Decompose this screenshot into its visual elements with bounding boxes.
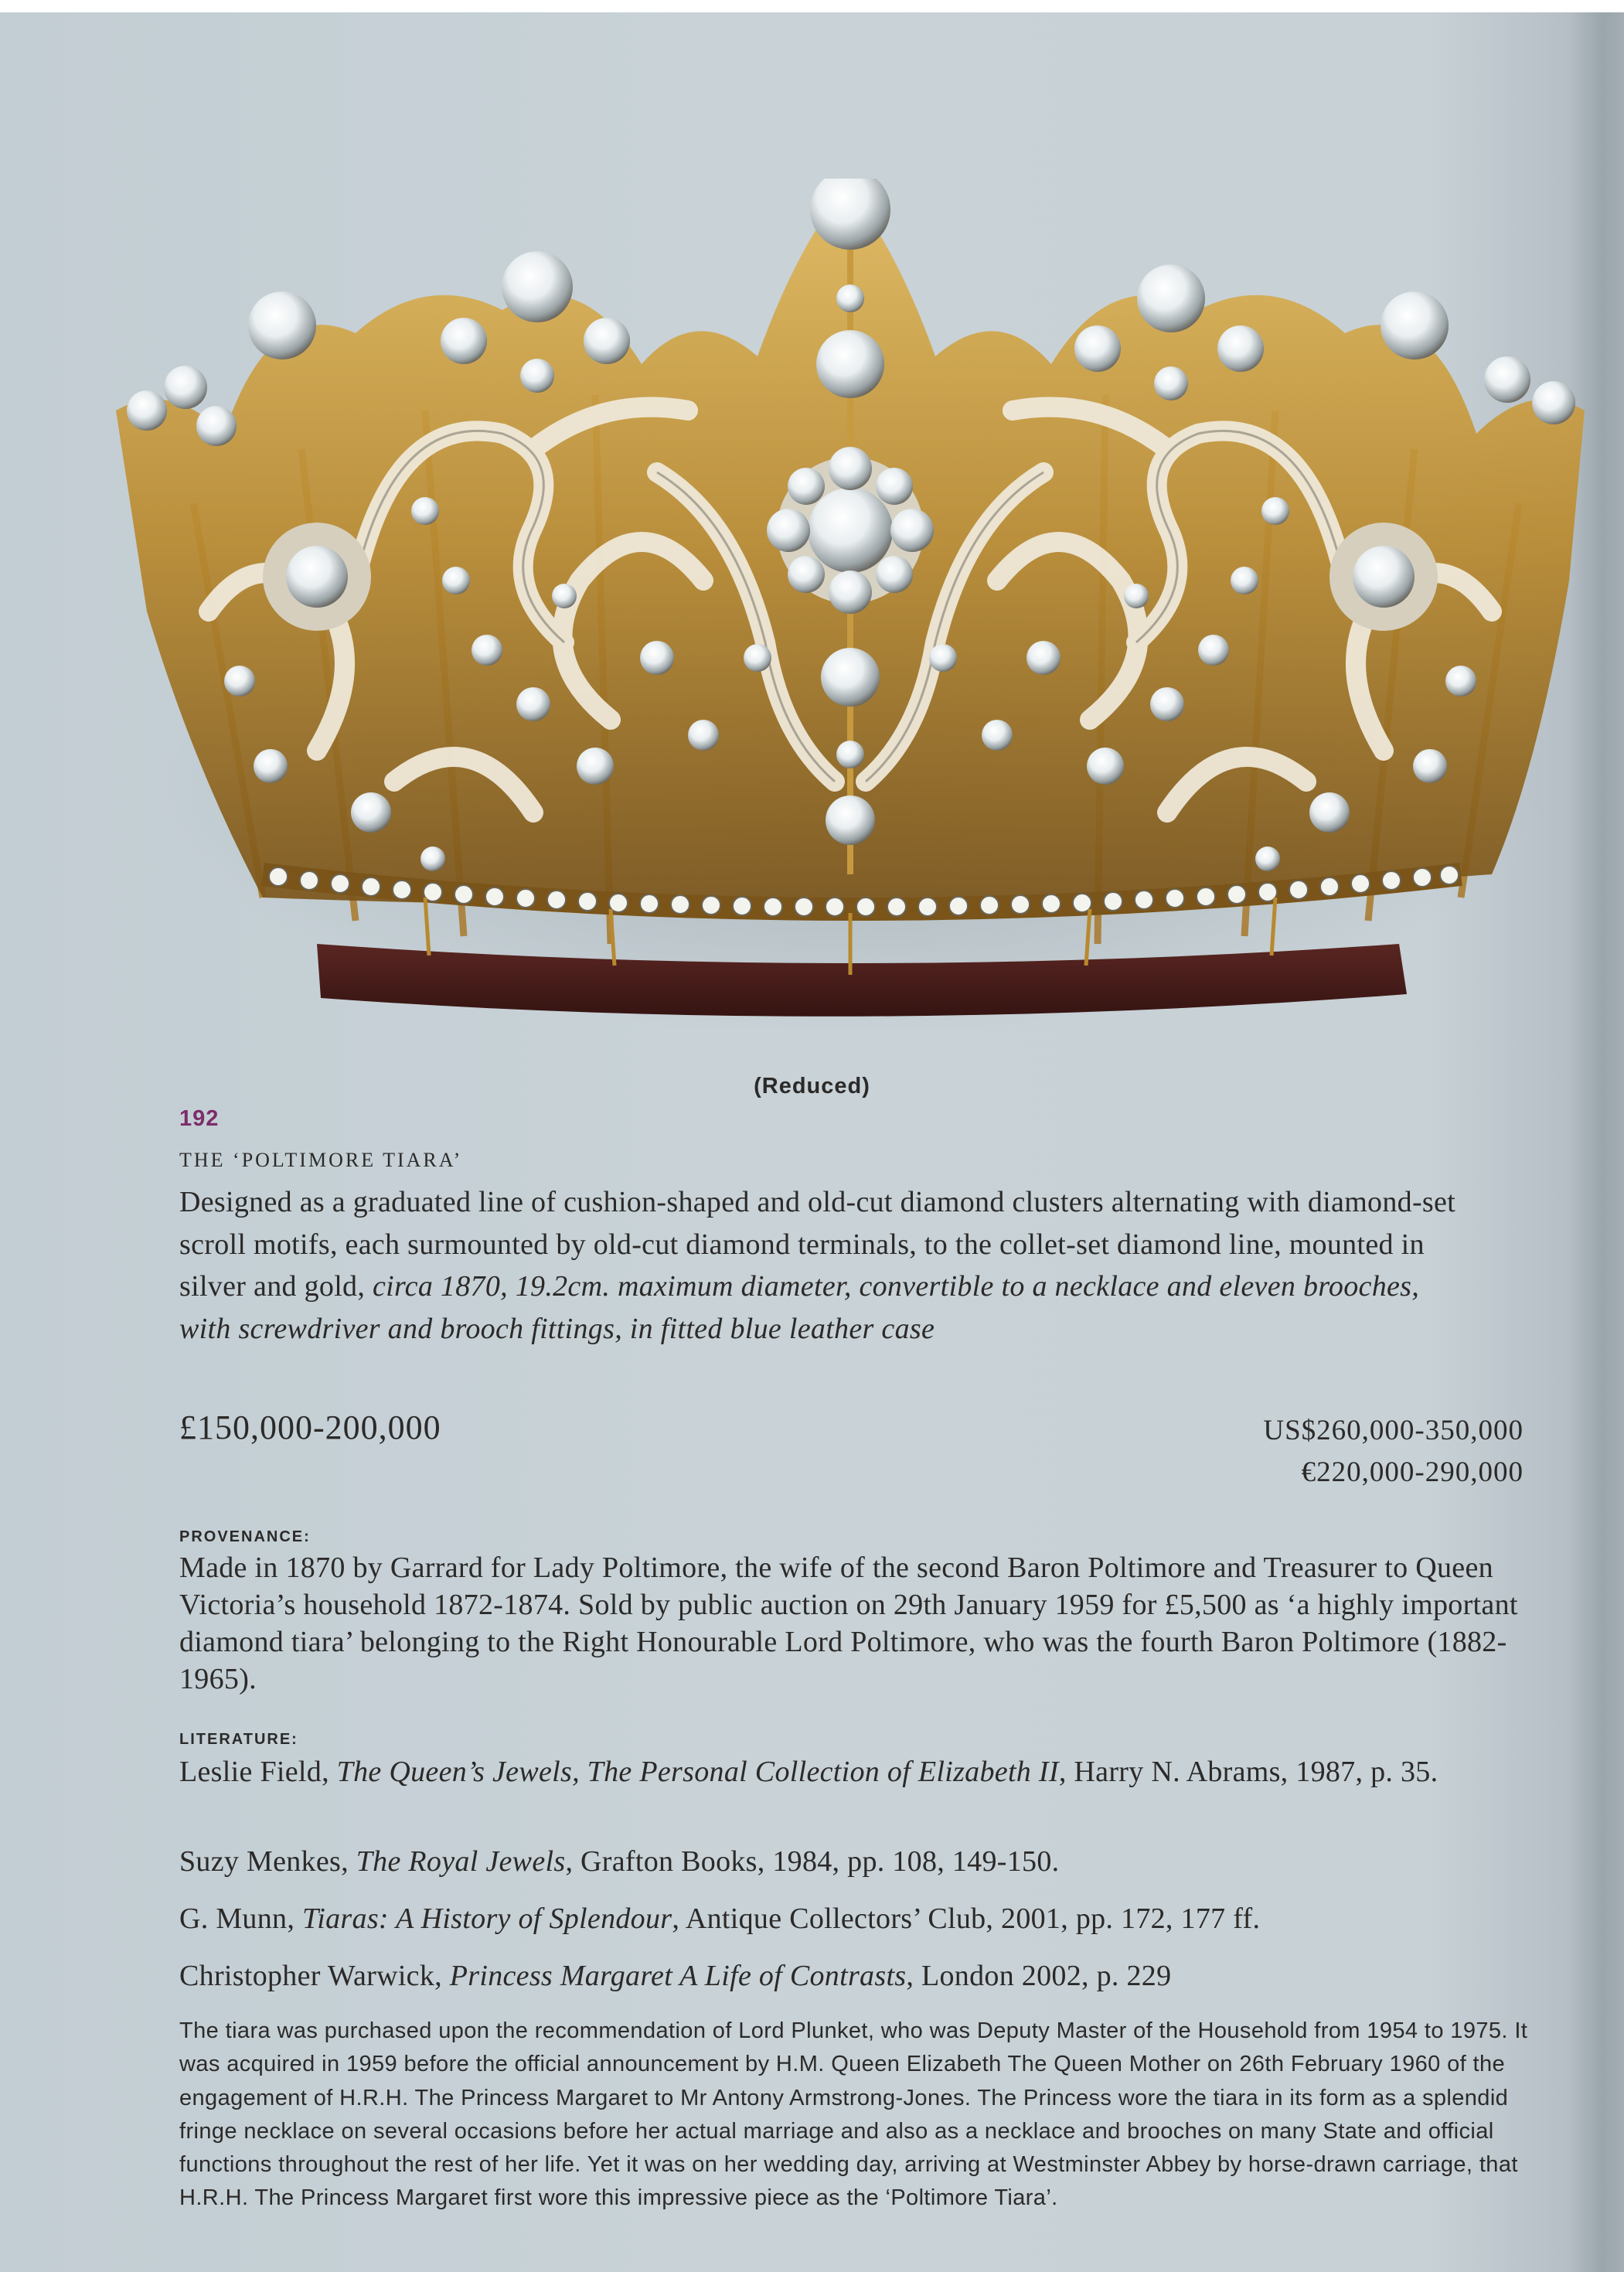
- image-caption: (Reduced): [754, 1074, 870, 1099]
- lot-number: 192: [179, 1106, 220, 1131]
- literature-details: , Antique Collectors’ Club, 2001, pp. 172, 177 ff.: [672, 1902, 1261, 1935]
- literature-entry: [179, 1900, 1540, 1937]
- literature-work: Tiaras: A History of Splendour: [301, 1902, 672, 1935]
- literature-entry: [179, 1753, 1540, 1790]
- estimate-eur: €220,000-290,000: [1301, 1456, 1524, 1488]
- lot-description: [179, 1181, 1478, 1350]
- literature-details: , London 2002, p. 229: [906, 1960, 1172, 1992]
- literature-author: G. Munn,: [179, 1902, 302, 1935]
- literature-author: Leslie Field,: [179, 1756, 337, 1788]
- literature-work: The Queen’s Jewels, The Personal Collection of Elizabeth II: [336, 1756, 1059, 1788]
- provenance-label: PROVENANCE:: [179, 1528, 311, 1545]
- literature-author: Suzy Menkes,: [179, 1845, 356, 1878]
- description-italic-text: circa 1870, 19.2cm. maximum diameter, convertible to a necklace and eleven brooches, with screwdriver and brooch fittings, in fitted blue leather case: [179, 1270, 1420, 1345]
- description-text: Designed as a graduated line of cushion-shaped and old-cut diamond clusters alternating with diamond-set scroll motifs, each surmounted by old-cut diamond terminals, to the collet-set diamond line, mounted in silver and gold,: [179, 1186, 1456, 1303]
- literature-details: , Grafton Books, 1984, pp. 108, 149-150.: [565, 1845, 1060, 1878]
- lot-note: The tiara was purchased upon the recommendation of Lord Plunket, who was Deputy Master of the Household from 1954 to 1975. It was acquired in 1959 before the official announcement by H.M. Queen Elizabeth The Queen Mother on 26th February 1960 of the engagement of H.R.H. The Princess Margaret to Mr Antony Armstrong-Jones. The Princess wore the tiara in its form as a splendid fringe necklace on several occasions before her actual marriage and also as a necklace and brooches on many State and official functions throughout the rest of her life. Yet it was on her wedding day, arriving at Westminster Abbey by horse-drawn carriage, that H.R.H. The Princess Margaret first wore this impressive piece as the ‘Poltimore Tiara’.: [179, 2018, 1528, 2211]
- literature-work: The Royal Jewels: [356, 1845, 566, 1878]
- literature-label: LITERATURE:: [179, 1731, 298, 1748]
- literature-entry: [179, 1957, 1540, 1994]
- estimate-gbp: £150,000-200,000: [179, 1409, 441, 1446]
- lot-title: THE ‘POLTIMORE TIARA’: [179, 1149, 463, 1171]
- literature-details: , Harry N. Abrams, 1987, p. 35.: [1058, 1756, 1438, 1788]
- provenance-text: Made in 1870 by Garrard for Lady Poltimore, the wife of the second Baron Poltimore and Treasurer to Queen Victoria’s household 1872-1874. Sold by public auction on 29th January 1959 for £5,500 as ‘a highly important diamond tiara’ belonging to the Right Honourable Lord Poltimore, who was the fourth Baron Poltimore (1882-1965).: [179, 1552, 1518, 1695]
- tiara-photograph: [100, 179, 1600, 1029]
- literature-entry: [179, 1843, 1540, 1880]
- literature-author: Christopher Warwick,: [179, 1960, 450, 1992]
- literature-work: Princess Margaret A Life of Contrasts: [449, 1960, 907, 1992]
- catalogue-page: [0, 12, 1624, 2272]
- estimate-usd: US$260,000-350,000: [1263, 1415, 1524, 1446]
